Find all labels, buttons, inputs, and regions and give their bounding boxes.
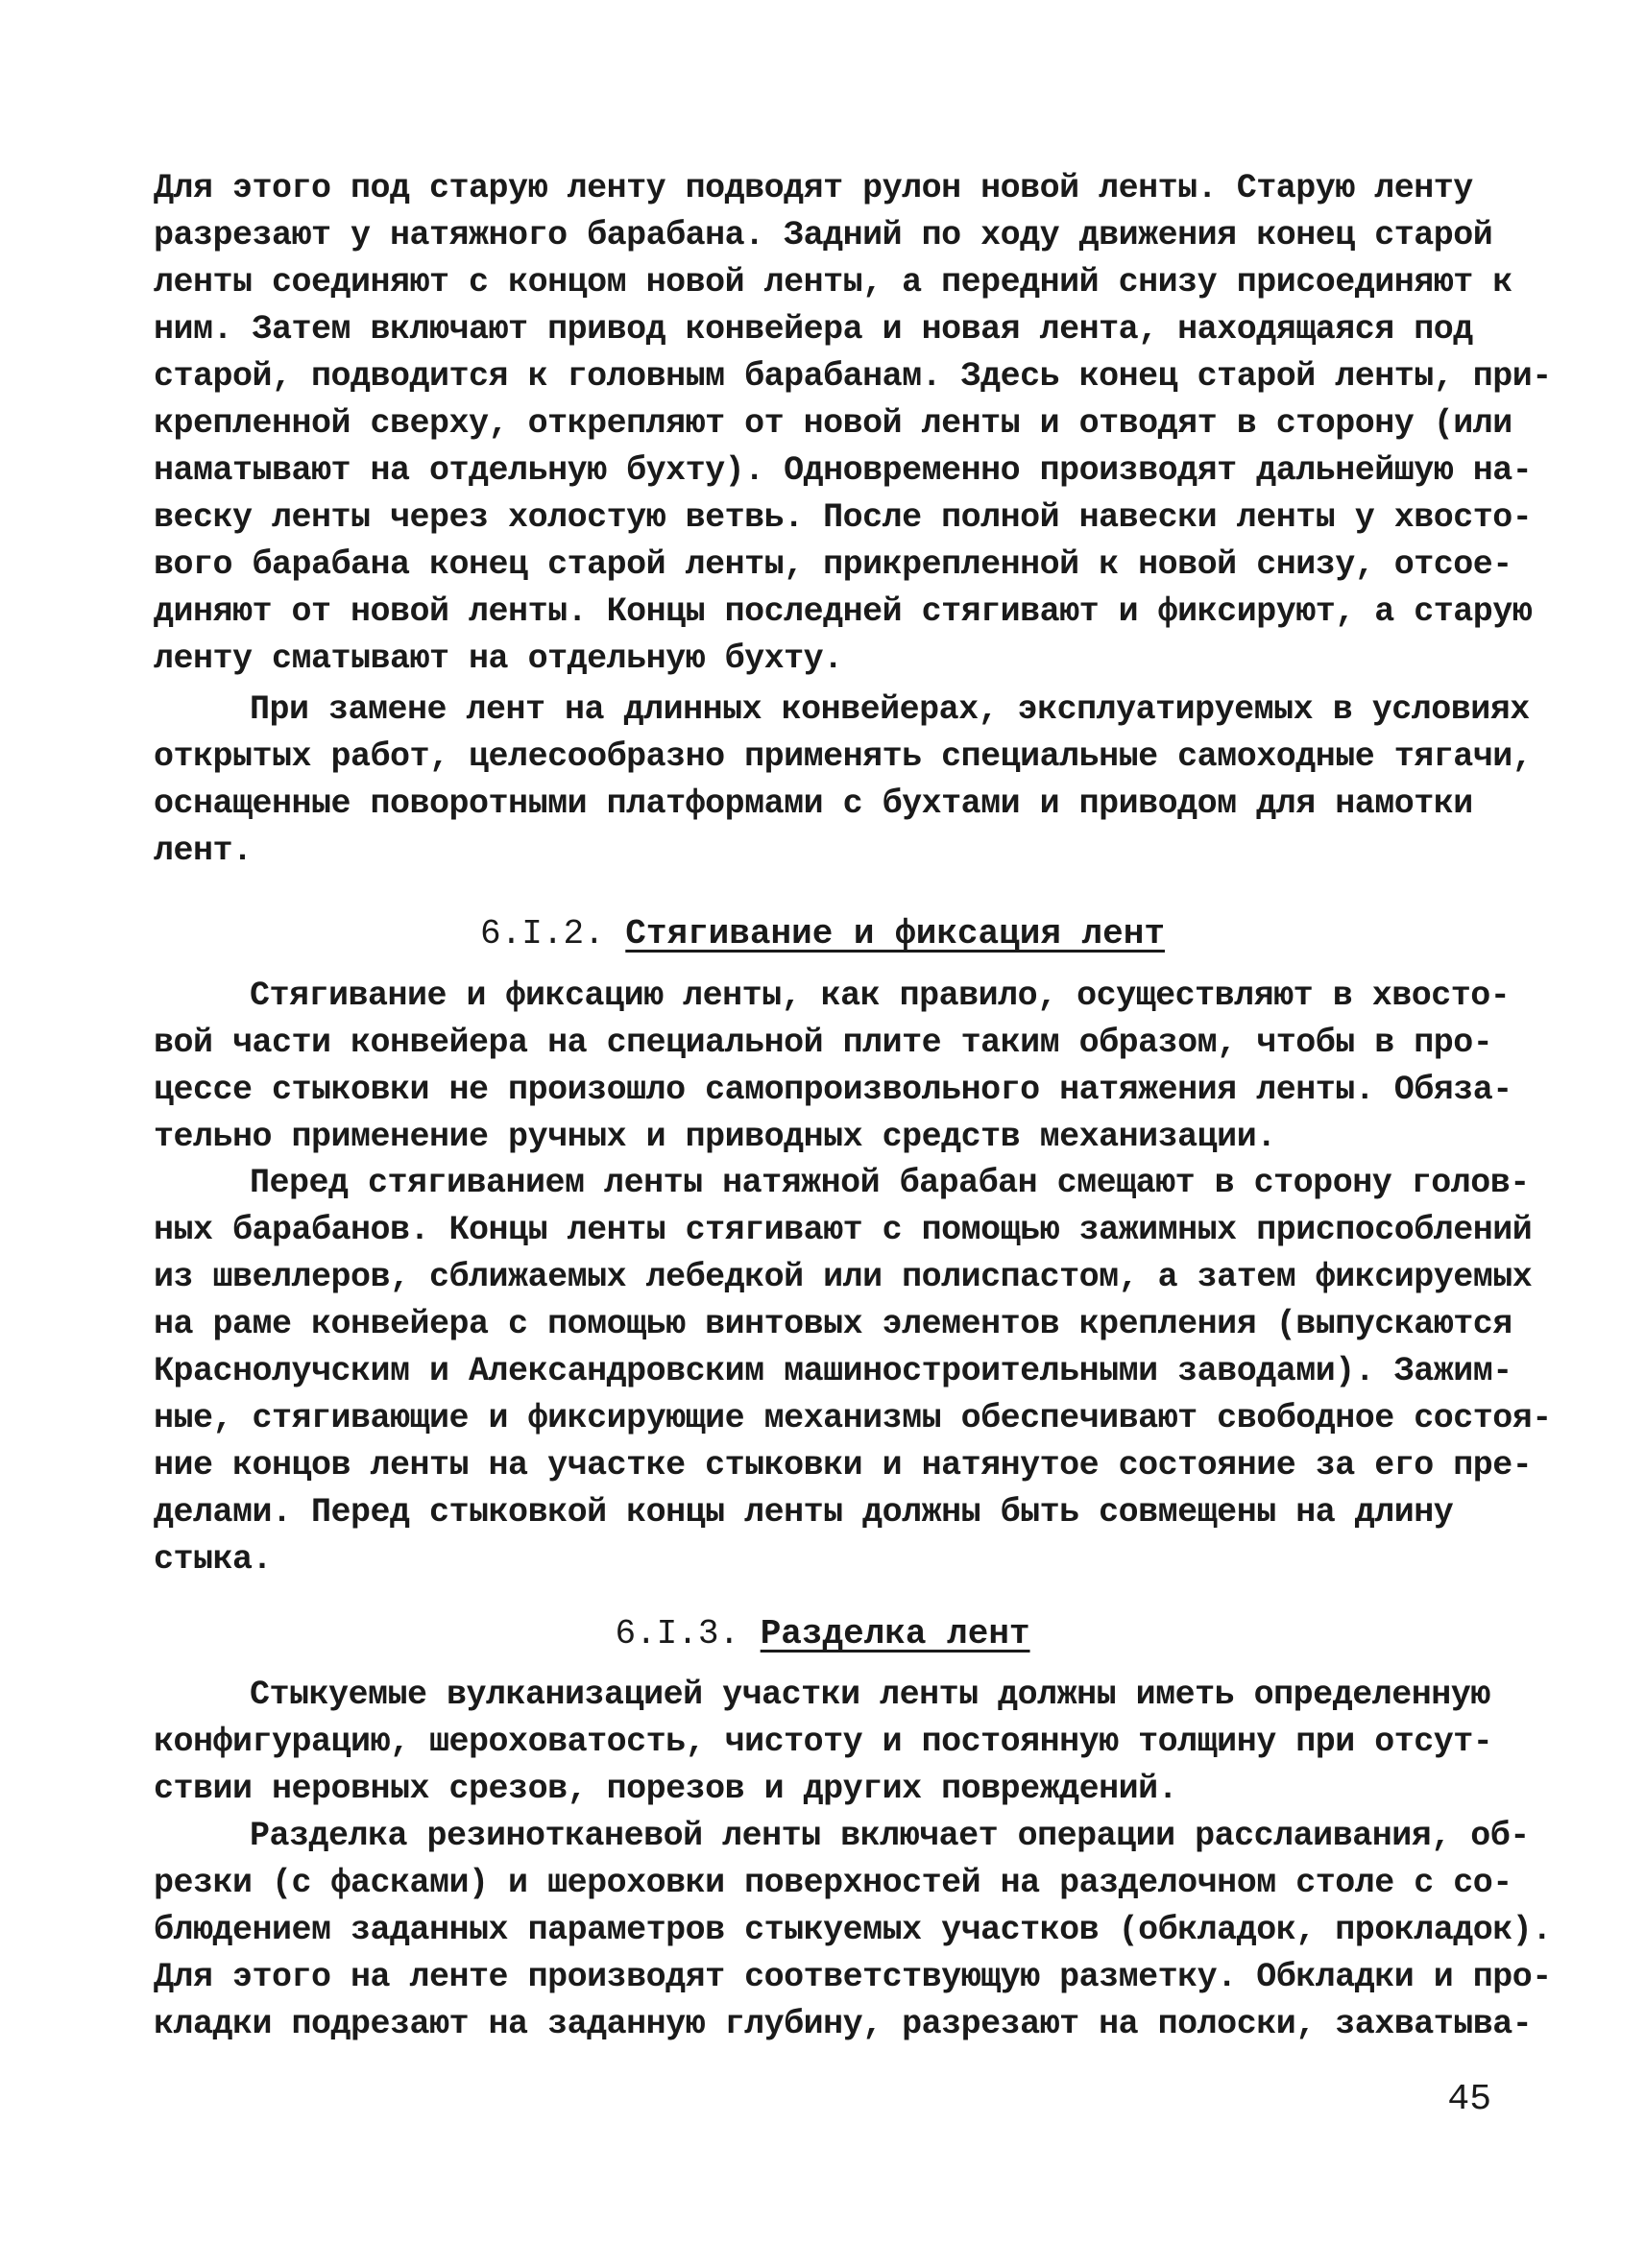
paragraph-3 <box>154 973 1512 1161</box>
page-number: 45 <box>1447 2079 1491 2120</box>
paragraph-line: Перед стягиванием ленты натяжной барабан смещают в сторону голов- <box>250 1164 1530 1202</box>
paragraph-line: стыка. <box>154 1540 273 1579</box>
paragraph-line: разрезают у натяжного барабана. Задний по ходу движения конец старой <box>154 216 1493 254</box>
paragraph-line: ствии неровных срезов, порезов и других повреждений. <box>154 1770 1178 1808</box>
paragraph-line: ленты соединяют с концом новой ленты, а передний снизу присоединяют к <box>154 263 1512 302</box>
paragraph-line: Краснолучским и Александровским машиностроительными заводами). Зажим- <box>154 1352 1512 1390</box>
paragraph-line: из швеллеров, сближаемых лебедкой или полиспастом, а затем фиксируемых <box>154 1258 1533 1296</box>
paragraph-line: Разделка резинотканевой ленты включает операции расслаивания, об- <box>250 1817 1530 1855</box>
section-title: Разделка лент <box>760 1614 1030 1653</box>
paragraph-line: вой части конвейера на специальной плите таким образом, чтобы в про- <box>154 1024 1493 1062</box>
paragraph-line: на раме конвейера с помощью винтовых элементов крепления (выпускаются <box>154 1305 1512 1343</box>
paragraph-line: диняют от новой ленты. Концы последней стягивают и фиксируют, а старую <box>154 592 1533 631</box>
paragraph-line: ние концов ленты на участке стыковки и натянутое состояние за его пре- <box>154 1446 1533 1484</box>
section-heading-6-1-2 <box>0 910 1645 957</box>
paragraph-line: конфигурацию, шероховатость, чистоту и постоянную толщину при отсут- <box>154 1723 1493 1761</box>
section-title: Стягивание и фиксация лент <box>625 914 1165 953</box>
paragraph-line: кладки подрезают на заданную глубину, разрезают на полоски, захватыва- <box>154 2005 1533 2043</box>
paragraph-line: ных барабанов. Концы ленты стягивают с помощью зажимных приспособлений <box>154 1211 1533 1249</box>
paragraph-line: крепленной сверху, открепляют от новой ленты и отводят в сторону (или <box>154 404 1512 443</box>
section-number: 6.I.2. <box>480 914 605 953</box>
paragraph-line: Для этого на ленте производят соответствующую разметку. Обкладки и про- <box>154 1958 1552 1996</box>
paragraph-6 <box>154 1813 1552 2048</box>
paragraph-2 <box>154 687 1533 875</box>
paragraph-line: ним. Затем включают привод конвейера и новая лента, находящаяся под <box>154 310 1473 349</box>
paragraph-line: цессе стыковки не произошло самопроизвольного натяжения ленты. Обяза- <box>154 1071 1512 1109</box>
paragraph-line: Для этого под старую ленту подводят рулон новой ленты. Старую ленту <box>154 169 1473 207</box>
paragraph-line: оснащенные поворотными платформами с бухтами и приводом для намотки <box>154 784 1473 823</box>
paragraph-line: старой, подводится к головным барабанам. Здесь конец старой ленты, при- <box>154 357 1552 396</box>
section-heading-6-1-3 <box>0 1610 1645 1657</box>
paragraph-line: ленту сматывают на отдельную бухту. <box>154 639 843 678</box>
paragraph-line: Стыкуемые вулканизацией участки ленты должны иметь определенную <box>250 1676 1490 1714</box>
paragraph-4 <box>154 1160 1552 1583</box>
paragraph-1 <box>154 165 1552 683</box>
paragraph-line: веску ленты через холостую ветвь. После полной навески ленты у хвосто- <box>154 498 1533 537</box>
paragraph-line: блюдением заданных параметров стыкуемых участков (обкладок, прокладок). <box>154 1911 1552 1949</box>
paragraph-line: ные, стягивающие и фиксирующие механизмы обеспечивают свободное состоя- <box>154 1399 1552 1437</box>
paragraph-line: наматывают на отдельную бухту). Одновременно производят дальнейшую на- <box>154 451 1533 490</box>
paragraph-line: открытых работ, целесообразно применять специальные самоходные тягачи, <box>154 737 1533 776</box>
paragraph-line: тельно применение ручных и приводных средств механизации. <box>154 1118 1276 1156</box>
paragraph-5 <box>154 1672 1493 1813</box>
paragraph-line: вого барабана конец старой ленты, прикрепленной к новой снизу, отсое- <box>154 545 1512 584</box>
paragraph-line: резки (с фасками) и шероховки поверхностей на разделочном столе с со- <box>154 1864 1512 1902</box>
paragraph-line: делами. Перед стыковкой концы ленты должны быть совмещены на длину <box>154 1493 1454 1532</box>
paragraph-line: лент. <box>154 832 253 870</box>
paragraph-line: При замене лент на длинных конвейерах, эксплуатируемых в условиях <box>250 690 1530 729</box>
section-number: 6.I.3. <box>615 1614 740 1653</box>
paragraph-line: Стягивание и фиксацию ленты, как правило, осуществляют в хвосто- <box>250 977 1511 1015</box>
